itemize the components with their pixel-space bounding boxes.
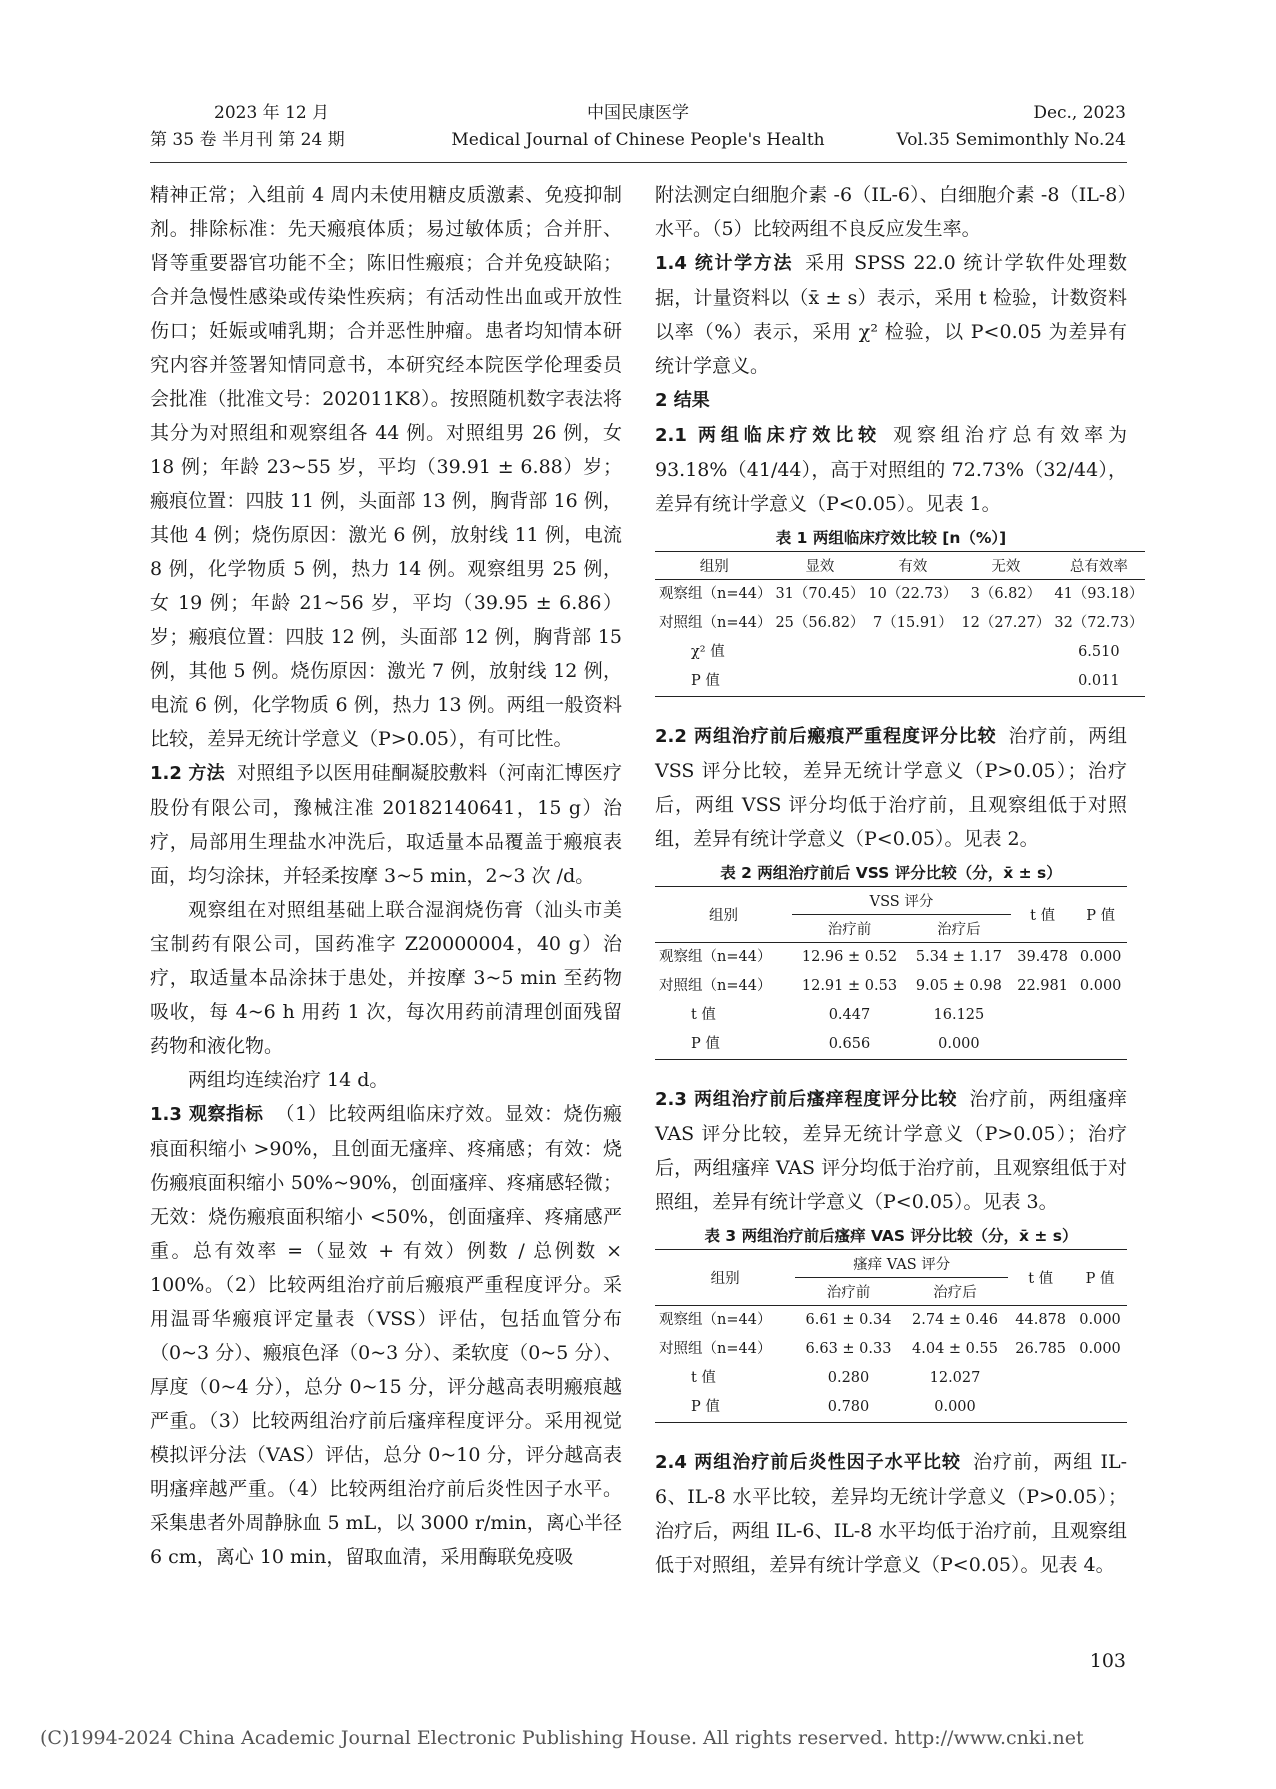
table-row bbox=[655, 1335, 1127, 1364]
table-cell: 6.510 bbox=[1078, 644, 1120, 660]
header-volume-en: Vol.35 Semimonthly No.24 bbox=[896, 130, 1126, 150]
table-cell: P 值 bbox=[691, 1036, 720, 1052]
header-right bbox=[897, 100, 1126, 154]
table-cell bbox=[773, 638, 866, 667]
table-cell: t 值 bbox=[691, 1370, 716, 1386]
table-cell: 0.000 bbox=[934, 1399, 976, 1415]
table-1-caption: 表 1 两组临床疗效比较 [n（%）] bbox=[775, 529, 1007, 547]
left-column bbox=[150, 178, 622, 1574]
table-row bbox=[655, 1393, 1127, 1423]
table-cell: 4.04 ± 0.55 bbox=[912, 1341, 998, 1357]
indicators-continued: 附法测定白细胞介素 -6（IL-6）、白细胞介素 -8（IL-8）水平。（5）比较两组不良反应发生率。 bbox=[655, 184, 1127, 240]
table-cell: 观察组（n=44） bbox=[659, 586, 772, 602]
table-1-header: 有效 bbox=[866, 552, 959, 580]
table-3-header: 瘙痒 VAS 评分 bbox=[795, 1250, 1008, 1278]
table-1-header: 无效 bbox=[959, 552, 1052, 580]
table-2-header: 治疗后 bbox=[907, 915, 1011, 943]
table-cell: 6.63 ± 0.33 bbox=[805, 1341, 892, 1357]
header-date: 2023 年 12 月 bbox=[214, 103, 330, 123]
results-2-2-paragraph bbox=[655, 719, 1127, 856]
table-cell bbox=[959, 667, 1052, 697]
table-cell: P 值 bbox=[691, 673, 720, 689]
results-2-1-paragraph bbox=[655, 418, 1127, 521]
table-cell: 5.34 ± 1.17 bbox=[915, 949, 1002, 965]
table-cell: 0.000 bbox=[1079, 1312, 1121, 1328]
table-cell: χ² 值 bbox=[691, 644, 725, 660]
table-1-header: 总有效率 bbox=[1052, 552, 1145, 580]
table-cell: 16.125 bbox=[933, 1007, 985, 1023]
table-cell: 观察组（n=44） bbox=[659, 1312, 772, 1328]
table-cell bbox=[866, 667, 959, 697]
table-cell: 26.785 bbox=[1015, 1341, 1067, 1357]
table-2-header: 治疗前 bbox=[792, 915, 907, 943]
table-cell: 0.656 bbox=[828, 1036, 871, 1052]
inclusion-paragraph: 精神正常；入组前 4 周内未使用糖皮质激素、免疫抑制剂。排除标准：先天瘢痕体质；易过敏体质；合并肝、肾等重要器官功能不全；陈旧性瘢痕；合并免疫缺陷；合并急慢性感染或传染性疾病；有活动性出血或开放性伤口；妊娠或哺乳期；合并恶性肿瘤。患者均知情本研究内容并签署知情同意书，本研究经本院医学伦理委员会批准（批准文号：202011K8）。按照随机数字表法将其分为对照组和观察组各 44 例。对照组男 26 例，女 18 例；年龄 23~55 岁，平均（39.91 ± 6.88）岁；瘢痕位置：四肢 11 例，头面部 13 例，胸背部 16 例，其他 4 例；烧伤原因：激光 6 例，放射线 11 例，电流 8 例，化学物质 5 例，热力 14 例。观察组男 25 例，女 19 例；年龄 21~56 岁，平均（39.95 ± 6.86）岁；瘢痕位置：四肢 12 例，头面部 12 例，胸背部 15 例，其他 5 例。烧伤原因：激光 7 例，放射线 12 例，电流 6 例，化学物质 6 例，热力 13 例。两组一般资料比较，差异无统计学意义（P>0.05），有可比性。 bbox=[150, 184, 622, 750]
table-cell bbox=[1008, 1393, 1073, 1423]
table-cell: 39.478 bbox=[1017, 949, 1068, 965]
table-3-header: 组别 bbox=[655, 1250, 795, 1306]
results-2-2-text: 治疗前，两组 VSS 评分比较，差异无统计学意义（P>0.05）；治疗后，两组 VSS 评分均低于治疗前，且观察组低于对照组，差异有统计学意义（P<0.05）。见表 2。 bbox=[655, 725, 1127, 850]
table-cell bbox=[1011, 1001, 1074, 1030]
copyright-footer: (C)1994-2024 China Academic Journal Electronic Publishing House. All rights reserved. http://www.cnki.net bbox=[40, 1727, 1084, 1749]
journal-title-en: Medical Journal of Chinese People's Health bbox=[451, 130, 825, 150]
section-heading-1-2: 1.2 方法 bbox=[150, 763, 225, 784]
table-cell: 31（70.45） bbox=[775, 586, 865, 602]
table-row bbox=[655, 1001, 1127, 1030]
table-cell: 12（27.27） bbox=[961, 615, 1051, 631]
table-cell: 0.780 bbox=[827, 1399, 870, 1415]
table-1-header: 显效 bbox=[773, 552, 866, 580]
table-2-caption: 表 2 两组治疗前后 VSS 评分比较（分，x̄ ± s） bbox=[720, 864, 1062, 882]
header-date-en: Dec., 2023 bbox=[1033, 103, 1126, 123]
table-cell bbox=[866, 638, 959, 667]
table-2-header: VSS 评分 bbox=[792, 887, 1011, 915]
table-3-header: t 值 bbox=[1008, 1250, 1073, 1306]
table-row bbox=[655, 1030, 1127, 1060]
table-cell: 25（56.82） bbox=[775, 615, 865, 631]
table-cell: 0.000 bbox=[1079, 1341, 1121, 1357]
table-row bbox=[655, 609, 1145, 638]
table-cell: t 值 bbox=[691, 1007, 716, 1023]
table-cell: 12.91 ± 0.53 bbox=[801, 978, 898, 994]
statistics-text: 采用 SPSS 22.0 统计学软件处理数据，计量资料以（x̄ ± s）表示，采用 t 检验，计数资料以率（%）表示，采用 χ² 检验，以 P<0.05 为差异有统计学意义。 bbox=[655, 252, 1127, 377]
table-cell bbox=[1073, 1393, 1127, 1423]
indicators-text: （1）比较两组临床疗效。显效：烧伤瘢痕面积缩小 >90%，且创面无瘙痒、疼痛感；有效：烧伤瘢痕面积缩小 50%~90%，创面瘙痒、疼痛感轻微；无效：烧伤瘢痕面积缩小 <50%，创面瘙痒、疼痛感严重。总有效率 =（显效 + 有效）例数 / 总例数 × 100%。（2）比较两组治疗前后瘢痕严重程度评分。采用温哥华瘢痕评定量表（VSS）评估，包括血管分布（0~3 分）、瘢痕色泽（0~3 分）、柔软度（0~5 分）、厚度（0~4 分），总分 0~15 分，评分越高表明瘢痕越严重。（3）比较两组治疗前后瘙痒程度评分。采用视觉模拟评分法（VAS）评估，总分 0~10 分，评分越高表明瘙痒越严重。（4）比较两组治疗前后炎性因子水平。采集患者外周静脉血 5 mL，以 3000 r/min，离心半径 6 cm，离心 10 min，留取血清，采用酶联免疫吸 bbox=[150, 1103, 623, 1568]
table-cell: 0.000 bbox=[1079, 949, 1122, 965]
section-heading-1-3: 1.3 观察指标 bbox=[150, 1104, 264, 1125]
table-cell: 0.000 bbox=[938, 1036, 980, 1052]
table-cell: P 值 bbox=[691, 1399, 720, 1415]
table-cell: 9.05 ± 0.98 bbox=[915, 978, 1002, 994]
header-volume: 第 35 卷 半月刊 第 24 期 bbox=[150, 130, 345, 150]
table-cell: 0.000 bbox=[1079, 978, 1122, 994]
table-row bbox=[655, 667, 1145, 697]
table-row bbox=[655, 943, 1127, 973]
right-column bbox=[655, 178, 1144, 1582]
table-cell: 0.280 bbox=[827, 1370, 870, 1386]
table-row bbox=[655, 972, 1127, 1001]
table-cell: 12.96 ± 0.52 bbox=[801, 949, 898, 965]
results-heading bbox=[655, 383, 1127, 418]
table-3-header: 治疗后 bbox=[902, 1278, 1009, 1306]
table-cell: 10（22.73） bbox=[868, 586, 958, 602]
table-row bbox=[655, 580, 1145, 610]
results-2-3-text: 治疗前，两组瘙痒 VAS 评分比较，差异无统计学意义（P>0.05）；治疗后，两组瘙痒 VAS 评分均低于治疗前，且观察组低于对照组，差异有统计学意义（P<0.05）。见表 3。 bbox=[655, 1088, 1127, 1213]
journal-title-cn: 中国民康医学 bbox=[587, 103, 689, 123]
results-2-1-text: 观察组治疗总有效率为 93.18%（41/44），高于对照组的 72.73%（32/44），差异有统计学意义（P<0.05）。见表 1。 bbox=[655, 424, 1127, 515]
table-cell bbox=[1073, 1364, 1127, 1393]
section-heading-2: 2 结果 bbox=[655, 390, 710, 411]
table-2-header: t 值 bbox=[1011, 887, 1074, 943]
section-heading-2-3: 2.3 两组治疗前后瘙痒程度评分比较 bbox=[655, 1089, 958, 1110]
section-heading-2-2: 2.2 两组治疗前后瘢痕严重程度评分比较 bbox=[655, 726, 997, 747]
table-cell: 6.61 ± 0.34 bbox=[805, 1312, 892, 1328]
observation-group-paragraph: 观察组在对照组基础上联合湿润烧伤膏（汕头市美宝制药有限公司，国药准字 Z20000004，40 g）治疗，取适量本品涂抹于患处，并按摩 3~5 min 至药物吸收，每 4~6 h 用药 1 次，每次用药前清理创面残留药物和液化物。 bbox=[150, 899, 622, 1057]
table-cell: 41（93.18） bbox=[1054, 586, 1144, 602]
table-cell bbox=[1011, 1030, 1074, 1060]
table-cell: 对照组（n=44） bbox=[659, 1341, 772, 1357]
results-2-4-paragraph bbox=[655, 1445, 1127, 1582]
table-cell: 12.027 bbox=[929, 1370, 981, 1386]
table-cell bbox=[1074, 1030, 1127, 1060]
table-cell bbox=[1074, 1001, 1127, 1030]
table-cell: 观察组（n=44） bbox=[659, 949, 772, 965]
table-cell: 对照组（n=44） bbox=[659, 978, 772, 994]
table-cell bbox=[773, 667, 866, 697]
methods-text: 对照组予以医用硅酮凝胶敷料（河南汇博医疗股份有限公司，豫械注准 20182140641，15 g）治疗，局部用生理盐水冲洗后，取适量本品覆盖于瘢痕表面，均匀涂抹，并轻柔按摩 3~5 min，2~3 次 /d。 bbox=[150, 762, 622, 887]
table-row bbox=[655, 1306, 1127, 1336]
results-2-3-paragraph bbox=[655, 1082, 1127, 1219]
table-2 bbox=[655, 886, 1127, 1060]
table-cell: 3（6.82） bbox=[970, 586, 1042, 602]
indicators-paragraph bbox=[150, 1097, 622, 1574]
table-cell: 2.74 ± 0.46 bbox=[912, 1312, 998, 1328]
table-1 bbox=[655, 551, 1145, 697]
methods-paragraph bbox=[150, 756, 622, 893]
table-cell bbox=[1008, 1364, 1073, 1393]
table-cell: 对照组（n=44） bbox=[659, 615, 772, 631]
section-heading-2-1: 2.1 两组临床疗效比较 bbox=[655, 425, 882, 446]
section-heading-2-4: 2.4 两组治疗前后炎性因子水平比较 bbox=[655, 1452, 962, 1473]
table-cell: 22.981 bbox=[1017, 978, 1068, 994]
table-2-header: P 值 bbox=[1074, 887, 1127, 943]
table-3-header: 治疗前 bbox=[795, 1278, 902, 1306]
table-3 bbox=[655, 1249, 1127, 1423]
table-1-header: 组别 bbox=[655, 552, 773, 580]
results-2-4-text: 治疗前，两组 IL-6、IL-8 水平比较，差异均无统计学意义（P>0.05）；治疗后，两组 IL-6、IL-8 水平均低于治疗前，且观察组低于对照组，差异有统计学意义（P<0.05）。见表 4。 bbox=[655, 1451, 1127, 1576]
table-cell: 0.011 bbox=[1078, 673, 1120, 689]
table-row bbox=[655, 1364, 1127, 1393]
table-cell: 0.447 bbox=[828, 1007, 871, 1023]
table-cell bbox=[959, 638, 1052, 667]
table-3-caption: 表 3 两组治疗前后瘙痒 VAS 评分比较（分，x̄ ± s） bbox=[704, 1227, 1078, 1245]
table-2-header: 组别 bbox=[655, 887, 792, 943]
table-row bbox=[655, 638, 1145, 667]
duration-paragraph: 两组均连续治疗 14 d。 bbox=[188, 1069, 389, 1091]
header-rule bbox=[150, 162, 1127, 163]
page-number: 103 bbox=[1089, 1650, 1126, 1672]
table-cell: 32（72.73） bbox=[1054, 615, 1144, 631]
statistics-paragraph bbox=[655, 246, 1127, 383]
section-heading-1-4: 1.4 统计学方法 bbox=[655, 253, 794, 274]
table-cell: 44.878 bbox=[1015, 1312, 1067, 1328]
table-3-header: P 值 bbox=[1073, 1250, 1127, 1306]
table-cell: 7（15.91） bbox=[873, 615, 953, 631]
